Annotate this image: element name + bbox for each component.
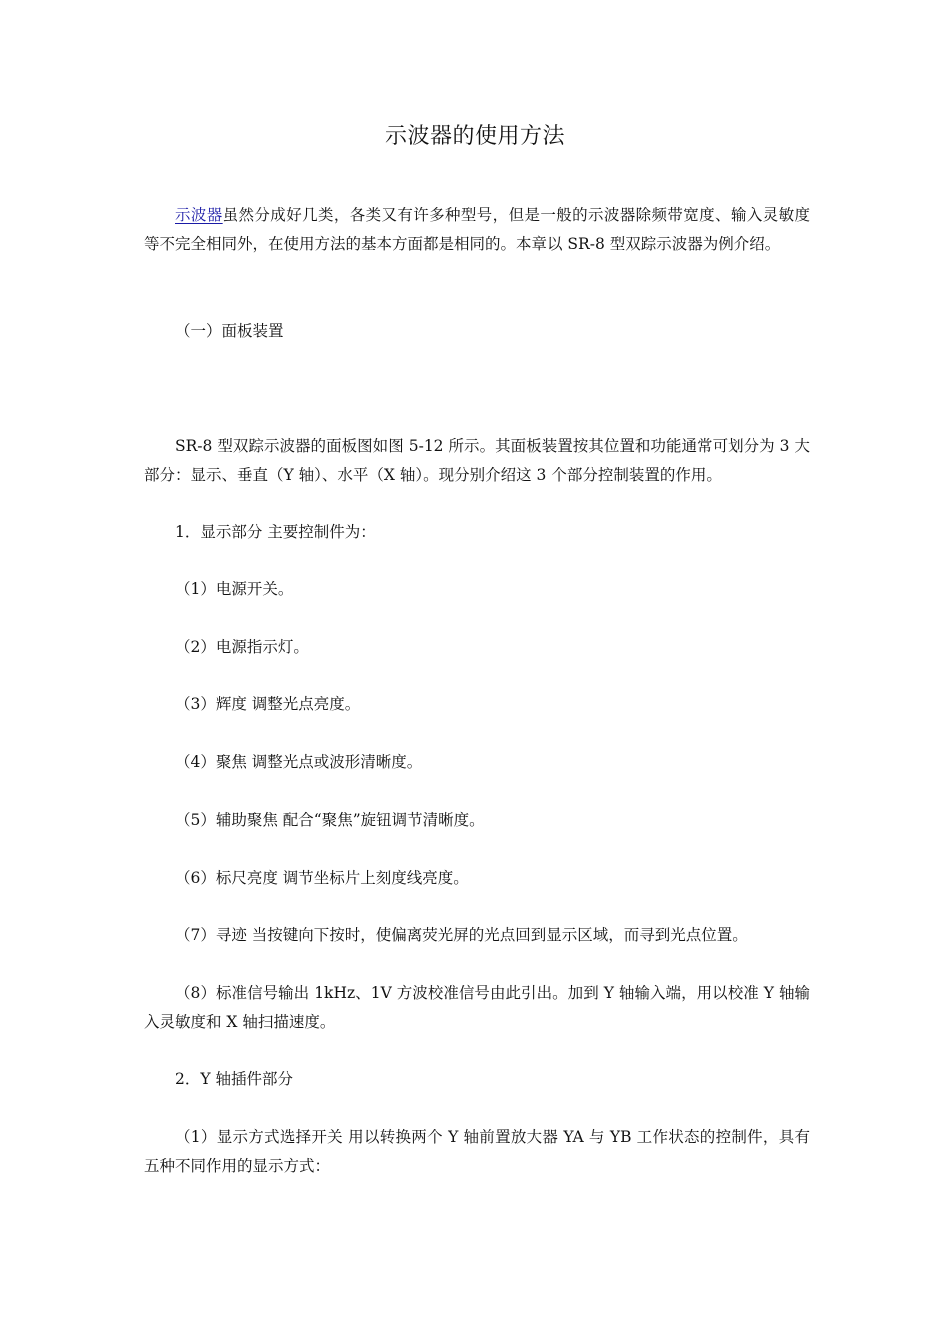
y-axis-section-heading: 2．Y 轴插件部分: [175, 1070, 294, 1088]
list-item-aux-focus: （5）辅助聚焦 配合“聚焦”旋钮调节清晰度。: [175, 811, 485, 829]
intro-paragraph: [144, 201, 810, 259]
list-item-focus: （4）聚焦 调整光点或波形清晰度。: [175, 753, 423, 771]
section-heading-panel: （一）面板装置: [175, 322, 284, 340]
list-item-brightness: （3）辉度 调整光点亮度。: [175, 695, 361, 713]
list-item-scale-brightness: （6）标尺亮度 调节坐标片上刻度线亮度。: [175, 869, 469, 887]
oscilloscope-link[interactable]: 示波器: [175, 206, 223, 224]
document-title: 示波器的使用方法: [384, 124, 565, 149]
panel-description-paragraph: SR-8 型双踪示波器的面板图如图 5-12 所示。其面板装置按其位置和功能通常可划分为 3 大部分：显示、垂直（Y 轴）、水平（X 轴）。现分别介绍这 3 个部分控制装置的作用。: [144, 437, 810, 484]
display-section-heading: 1．显示部分 主要控制件为：: [175, 523, 376, 541]
list-item-trace-find: （7）寻迹 当按键向下按时，使偏离荧光屏的光点回到显示区域，而寻到光点位置。: [175, 926, 748, 944]
list-item-power-switch: （1）电源开关。: [175, 580, 294, 598]
list-item-calibration-output: （8）标准信号输出 1kHz、1V 方波校准信号由此引出。加到 Y 轴输入端，用以校准 Y 轴输入灵敏度和 X 轴扫描速度。: [144, 984, 810, 1031]
list-item-power-indicator: （2）电源指示灯。: [175, 638, 309, 656]
intro-text: 虽然分成好几类，各类又有许多种型号，但是一般的示波器除频带宽度、输入灵敏度等不完全相同外，在使用方法的基本方面都是相同的。本章以 SR-8 型双踪示波器为例介绍。: [144, 206, 810, 253]
list-item-display-mode-switch: （1）显示方式选择开关 用以转换两个 Y 轴前置放大器 YA 与 YB 工作状态的控制件，具有五种不同作用的显示方式：: [144, 1128, 810, 1175]
